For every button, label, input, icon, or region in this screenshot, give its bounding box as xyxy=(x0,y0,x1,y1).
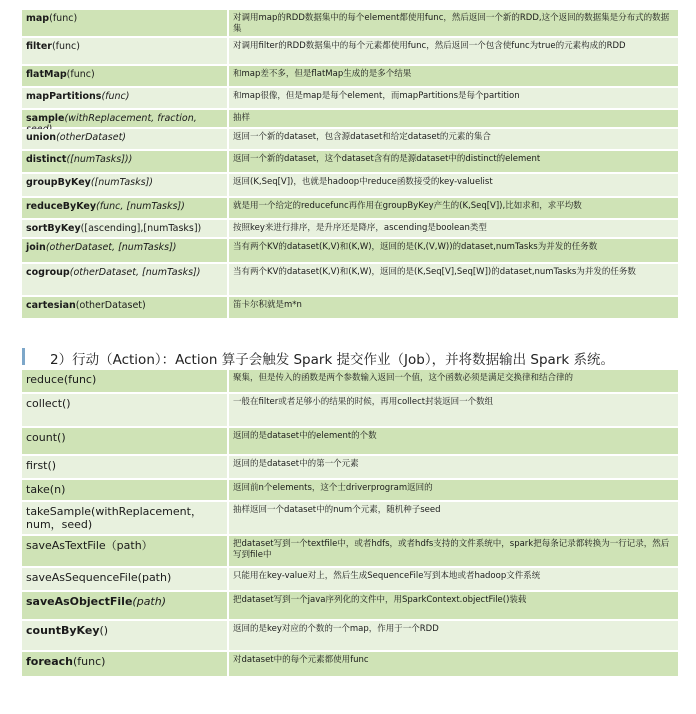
table-row xyxy=(22,110,678,127)
function-name: cartesian xyxy=(26,300,76,311)
function-description: 对调用filter的RDD数据集中的每个元素都使用func，然后返回一个包含使func为true的元素构成的RDD xyxy=(229,38,678,64)
function-name: join xyxy=(26,242,46,253)
function-name: cogroup xyxy=(26,267,70,278)
table-row xyxy=(22,198,678,218)
function-args: (func) xyxy=(66,69,95,80)
function-description: 当有两个KV的dataset(K,V)和(K,W)，返回的是(K,Seq[V],Seq[W])的dataset,numTasks为并发的任务数 xyxy=(229,264,678,295)
action-name: collect() xyxy=(22,394,227,426)
table-row xyxy=(22,220,678,237)
function-description: 按照key来进行排序，是升序还是降序，ascending是boolean类型 xyxy=(229,220,678,237)
function-name: sample xyxy=(26,113,65,124)
action-name: reduce(func) xyxy=(22,370,227,392)
function-args: (otherDataset) xyxy=(75,300,146,311)
table-row xyxy=(22,297,678,318)
action-description: 把dataset写到一个textfile中，或者hdfs，或者hdfs支持的文件系统中，spark把每条记录都转换为一行记录，然后写到file中 xyxy=(229,536,678,566)
function-args: ([numTasks]) xyxy=(90,177,153,188)
heading-marker xyxy=(22,348,25,365)
section-heading xyxy=(22,346,694,368)
action-args: (func) xyxy=(73,655,106,668)
action-description: 一般在filter或者足够小的结果的时候，再用collect封装返回一个数组 xyxy=(229,394,678,426)
table-row xyxy=(22,456,678,478)
function-args: (otherDataset) xyxy=(56,132,127,143)
table-row xyxy=(22,394,678,426)
actions-table xyxy=(22,370,678,678)
transformations-table xyxy=(22,10,678,320)
table-row xyxy=(22,536,678,566)
function-name: filter xyxy=(26,41,52,52)
function-description: 当有两个KV的dataset(K,V)和(K,W)，返回的是(K,(V,W))的dataset,numTasks为并发的任务数 xyxy=(229,239,678,262)
table-row xyxy=(22,621,678,650)
action-name: take(n) xyxy=(22,480,227,500)
action-fn: foreach xyxy=(26,655,74,668)
table-row xyxy=(22,592,678,619)
function-description: 笛卡尔积就是m*n xyxy=(229,297,678,318)
action-name: takeSample(withReplacement，num，seed) xyxy=(22,502,227,534)
function-name: sortByKey xyxy=(26,223,81,234)
action-description: 返回的是dataset中的element的个数 xyxy=(229,428,678,454)
function-name: map xyxy=(26,13,50,24)
action-fn: saveAsObjectFile xyxy=(26,595,133,608)
table-row xyxy=(22,264,678,295)
table-row xyxy=(22,66,678,86)
function-description: 返回(K,Seq[V])，也就是hadoop中reduce函数接受的key-valuelist xyxy=(229,174,678,196)
function-name: flatMap xyxy=(26,69,67,80)
table-row xyxy=(22,129,678,149)
action-fn: countByKey xyxy=(26,624,100,637)
function-args: ([ascending],[numTasks]) xyxy=(80,223,202,234)
function-args: (func) xyxy=(49,13,78,24)
table-row xyxy=(22,428,678,454)
table-row xyxy=(22,568,678,590)
action-description: 把dataset写到一个java序列化的文件中，用SparkContext.objectFile()装载 xyxy=(229,592,678,619)
table-row xyxy=(22,652,678,676)
function-description: 对调用map的RDD数据集中的每个element都使用func，然后返回一个新的RDD,这个返回的数据集是分布式的数据集 xyxy=(229,10,678,36)
action-description: 对dataset中的每个元素都使用func xyxy=(229,652,678,676)
function-description: 返回一个新的dataset，这个dataset含有的是源dataset中的distinct的element xyxy=(229,151,678,172)
function-name: union xyxy=(26,132,57,143)
function-args: (otherDataset, [numTasks]) xyxy=(45,242,177,253)
function-description: 返回一个新的dataset，包含源dataset和给定dataset的元素的集合 xyxy=(229,129,678,149)
function-args: (func, [numTasks]) xyxy=(96,201,185,212)
table-row xyxy=(22,239,678,262)
table-row xyxy=(22,174,678,196)
action-description: 聚集，但是传入的函数是两个参数输入返回一个值，这个函数必须是满足交换律和结合律的 xyxy=(229,370,678,392)
table-row xyxy=(22,38,678,64)
action-name: count() xyxy=(22,428,227,454)
action-description: 返回的是dataset中的第一个元素 xyxy=(229,456,678,478)
action-description: 返回的是key对应的个数的一个map，作用于一个RDD xyxy=(229,621,678,650)
function-description: 和map差不多，但是flatMap生成的是多个结果 xyxy=(229,66,678,86)
action-name: saveAsTextFile（path） xyxy=(22,536,227,566)
function-args: (func) xyxy=(51,41,80,52)
table-row xyxy=(22,502,678,534)
function-name: distinct xyxy=(26,154,67,165)
action-description: 返回前n个elements，这个士driverprogram返回的 xyxy=(229,480,678,500)
function-args: (func) xyxy=(101,91,130,102)
action-args: () xyxy=(99,624,109,637)
table-row xyxy=(22,88,678,108)
action-description: 抽样返回一个dataset中的num个元素，随机种子seed xyxy=(229,502,678,534)
table-row xyxy=(22,370,678,392)
function-args: (withReplacement, fraction, xyxy=(64,113,197,124)
function-description: 和map很像，但是map是每个element，而mapPartitions是每个partition xyxy=(229,88,678,108)
function-description: 抽样 xyxy=(229,110,678,127)
table-row xyxy=(22,151,678,172)
action-name: first() xyxy=(22,456,227,478)
function-name: mapPartitions xyxy=(26,91,102,102)
function-name: reduceByKey xyxy=(26,201,97,212)
function-args: ([numTasks])) xyxy=(66,154,133,165)
action-description: 只能用在key-value对上，然后生成SequenceFile写到本地或者hadoop文件系统 xyxy=(229,568,678,590)
action-args: (path) xyxy=(132,595,167,608)
function-args: (otherDataset, [numTasks]) xyxy=(69,267,201,278)
action-name: saveAsSequenceFile(path) xyxy=(22,568,227,590)
table-row xyxy=(22,10,678,36)
function-description: 就是用一个给定的reducefunc再作用在groupByKey产生的(K,Seq[V]),比如求和，求平均数 xyxy=(229,198,678,218)
table-row xyxy=(22,480,678,500)
function-name: groupByKey xyxy=(26,177,91,188)
section-heading-text: 2）行动（Action）：Action 算子会触发 Spark 提交作业（Job），并将数据输出 Spark 系统。 xyxy=(50,352,614,368)
